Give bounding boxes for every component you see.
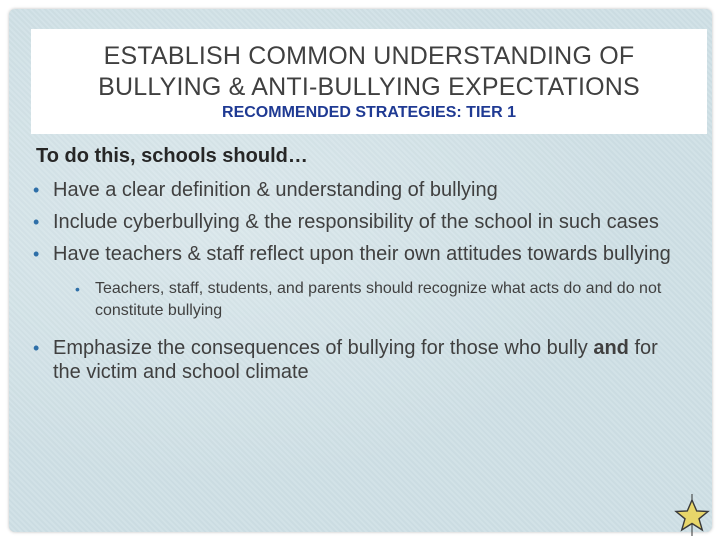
gold-star-icon [672, 494, 712, 536]
sub-bullet-marker: • [75, 281, 80, 297]
bullet-item [33, 336, 673, 384]
title-box [31, 29, 707, 134]
bullet-text: Include cyberbullying & the responsibility of the school in such cases [53, 211, 659, 233]
sub-bullet-text: Teachers, staff, students, and parents should recognize what acts do and do not constitute bullying [95, 280, 662, 319]
bullet-marker: • [33, 212, 40, 232]
sub-bullet-list [75, 278, 705, 322]
slide-subtitle: RECOMMENDED STRATEGIES: TIER 1 [222, 104, 516, 121]
bullet-text-part: for the victim and school climate [53, 337, 658, 383]
bullet-text: Have teachers & staff reflect upon their own attitudes towards bullying [53, 243, 671, 265]
bullet-item [33, 242, 673, 322]
bullet-list [33, 178, 673, 392]
bullet-text-part: Emphasize the consequences of bullying for those who bully [53, 337, 594, 359]
bullet-item [33, 178, 673, 202]
bullet-marker: • [33, 180, 40, 200]
slide-title [31, 41, 707, 103]
intro-text: To do this, schools should… [36, 145, 308, 167]
title-line-1: ESTABLISH COMMON UNDERSTANDING OF [103, 42, 635, 70]
bullet-item [33, 210, 673, 234]
bullet-marker: • [33, 244, 40, 264]
bullet-marker: • [33, 338, 40, 358]
bullet-text-bold: and [593, 337, 629, 359]
title-line-2: BULLYING & ANTI-BULLYING EXPECTATIONS [98, 73, 640, 101]
sub-bullet-item [75, 278, 705, 322]
bullet-text: Have a clear definition & understanding of bullying [53, 179, 498, 201]
